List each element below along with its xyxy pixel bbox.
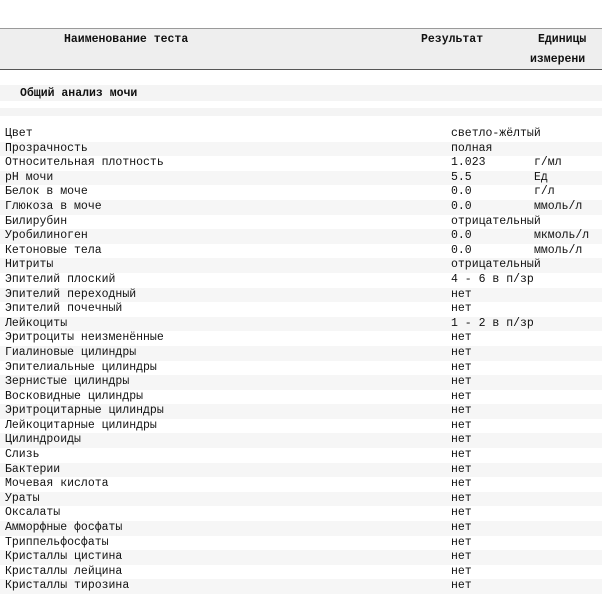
result-cell: нет bbox=[451, 550, 472, 564]
result-cell: нет bbox=[451, 462, 472, 476]
result-cell: 0.0 bbox=[451, 229, 472, 243]
result-cell: нет bbox=[451, 418, 472, 432]
section-title: Общий анализ мочи bbox=[20, 87, 138, 100]
test-name-cell: Кристаллы цистина bbox=[5, 550, 123, 564]
result-cell: нет bbox=[451, 375, 472, 389]
test-name-cell: Триппельфосфаты bbox=[5, 535, 109, 549]
table-row bbox=[0, 185, 602, 200]
table-row bbox=[0, 361, 602, 376]
test-name-cell: Кетоновые тела bbox=[5, 243, 102, 257]
result-cell: нет bbox=[451, 302, 472, 316]
unit-cell: Ед bbox=[534, 170, 548, 184]
result-cell: светло-жёлтый bbox=[451, 127, 541, 140]
test-name-cell: Лейкоциты bbox=[5, 316, 68, 330]
result-cell: 5.5 bbox=[451, 170, 472, 184]
table-row bbox=[0, 506, 602, 521]
test-name-cell: Прозрачность bbox=[5, 141, 88, 155]
result-cell: нет bbox=[451, 579, 472, 593]
result-cell: 0.0 bbox=[451, 199, 472, 213]
test-name-cell: Эпителий плоский bbox=[5, 272, 116, 286]
section-spacer-band bbox=[0, 108, 602, 116]
test-name-cell: Амморфные фосфаты bbox=[5, 521, 123, 535]
result-cell: нет bbox=[451, 345, 472, 359]
test-name-cell: Кристаллы тирозина bbox=[5, 579, 130, 593]
test-name-cell: Глюкоза в моче bbox=[5, 199, 102, 213]
test-name-cell: Зернистые цилиндры bbox=[5, 375, 130, 389]
test-name-cell: Белок в моче bbox=[5, 185, 88, 199]
table-row bbox=[0, 127, 602, 142]
table-row bbox=[0, 171, 602, 186]
test-name-cell: Лейкоцитарные цилиндры bbox=[5, 418, 157, 432]
column-header-units-line2: измерени bbox=[530, 53, 586, 66]
result-cell: нет bbox=[451, 404, 472, 418]
test-name-cell: Эритроцитарные цилиндры bbox=[5, 404, 164, 418]
table-row bbox=[0, 229, 602, 244]
test-name-cell: Слизь bbox=[5, 448, 40, 462]
result-cell: 4 - 6 в п/зр bbox=[451, 272, 534, 286]
unit-cell: ммоль/л bbox=[534, 243, 583, 257]
result-cell: нет bbox=[451, 564, 472, 578]
result-cell: нет bbox=[451, 448, 472, 462]
unit-cell: г/л bbox=[534, 185, 555, 199]
table-row bbox=[0, 346, 602, 361]
table-row bbox=[0, 433, 602, 448]
test-name-cell: Эпителий почечный bbox=[5, 302, 123, 316]
test-name-cell: Ураты bbox=[5, 491, 40, 505]
results-table bbox=[0, 127, 602, 594]
result-cell: 1.023 bbox=[451, 156, 486, 170]
result-cell: нет bbox=[451, 477, 472, 491]
table-row bbox=[0, 317, 602, 332]
table-row bbox=[0, 156, 602, 171]
result-cell: нет bbox=[451, 287, 472, 301]
table-header bbox=[0, 28, 602, 70]
test-name-cell: Гиалиновые цилиндры bbox=[5, 345, 137, 359]
result-cell: нет bbox=[451, 535, 472, 549]
table-row bbox=[0, 492, 602, 507]
unit-cell: г/мл bbox=[534, 156, 562, 170]
result-cell: отрицательный bbox=[451, 214, 541, 228]
table-row bbox=[0, 258, 602, 273]
unit-cell: мкмоль/л bbox=[534, 229, 590, 243]
table-row bbox=[0, 536, 602, 551]
table-row bbox=[0, 404, 602, 419]
test-name-cell: Нитриты bbox=[5, 258, 54, 272]
result-cell: нет bbox=[451, 331, 472, 345]
table-row bbox=[0, 288, 602, 303]
table-row bbox=[0, 448, 602, 463]
table-row bbox=[0, 419, 602, 434]
result-cell: 0.0 bbox=[451, 243, 472, 257]
table-row bbox=[0, 390, 602, 405]
test-name-cell: Эпителий переходный bbox=[5, 287, 137, 301]
table-row bbox=[0, 579, 602, 594]
result-cell: нет bbox=[451, 389, 472, 403]
table-row bbox=[0, 200, 602, 215]
column-header-units-line1: Единицы bbox=[538, 33, 587, 46]
test-name-cell: Кристаллы лейцина bbox=[5, 564, 123, 578]
test-name-cell: Цилиндроиды bbox=[5, 433, 81, 447]
unit-cell: ммоль/л bbox=[534, 199, 583, 213]
result-cell: 0.0 bbox=[451, 185, 472, 199]
test-name-cell: Цвет bbox=[5, 127, 33, 140]
result-cell: 1 - 2 в п/зр bbox=[451, 316, 534, 330]
test-name-cell: pH мочи bbox=[5, 170, 54, 184]
result-cell: полная bbox=[451, 141, 493, 155]
test-name-cell: Уробилиноген bbox=[5, 229, 88, 243]
table-row bbox=[0, 477, 602, 492]
test-name-cell: Эритроциты неизменённые bbox=[5, 331, 164, 345]
result-cell: нет bbox=[451, 491, 472, 505]
result-cell: нет bbox=[451, 360, 472, 374]
table-row bbox=[0, 331, 602, 346]
result-cell: отрицательный bbox=[451, 258, 541, 272]
test-name-cell: Относительная плотность bbox=[5, 156, 164, 170]
table-row bbox=[0, 550, 602, 565]
table-row bbox=[0, 273, 602, 288]
table-row bbox=[0, 521, 602, 536]
table-row bbox=[0, 142, 602, 157]
table-row bbox=[0, 302, 602, 317]
table-row bbox=[0, 215, 602, 230]
result-cell: нет bbox=[451, 506, 472, 520]
test-name-cell: Восковидные цилиндры bbox=[5, 389, 144, 403]
column-header-result: Результат bbox=[421, 33, 484, 46]
result-cell: нет bbox=[451, 433, 472, 447]
test-name-cell: Бактерии bbox=[5, 462, 61, 476]
test-name-cell: Билирубин bbox=[5, 214, 68, 228]
test-name-cell: Эпителиальные цилиндры bbox=[5, 360, 157, 374]
table-row bbox=[0, 463, 602, 478]
table-row bbox=[0, 244, 602, 259]
table-row bbox=[0, 565, 602, 580]
column-header-test-name: Наименование теста bbox=[64, 33, 189, 46]
test-name-cell: Мочевая кислота bbox=[5, 477, 109, 491]
test-name-cell: Оксалаты bbox=[5, 506, 61, 520]
table-row bbox=[0, 375, 602, 390]
result-cell: нет bbox=[451, 521, 472, 535]
